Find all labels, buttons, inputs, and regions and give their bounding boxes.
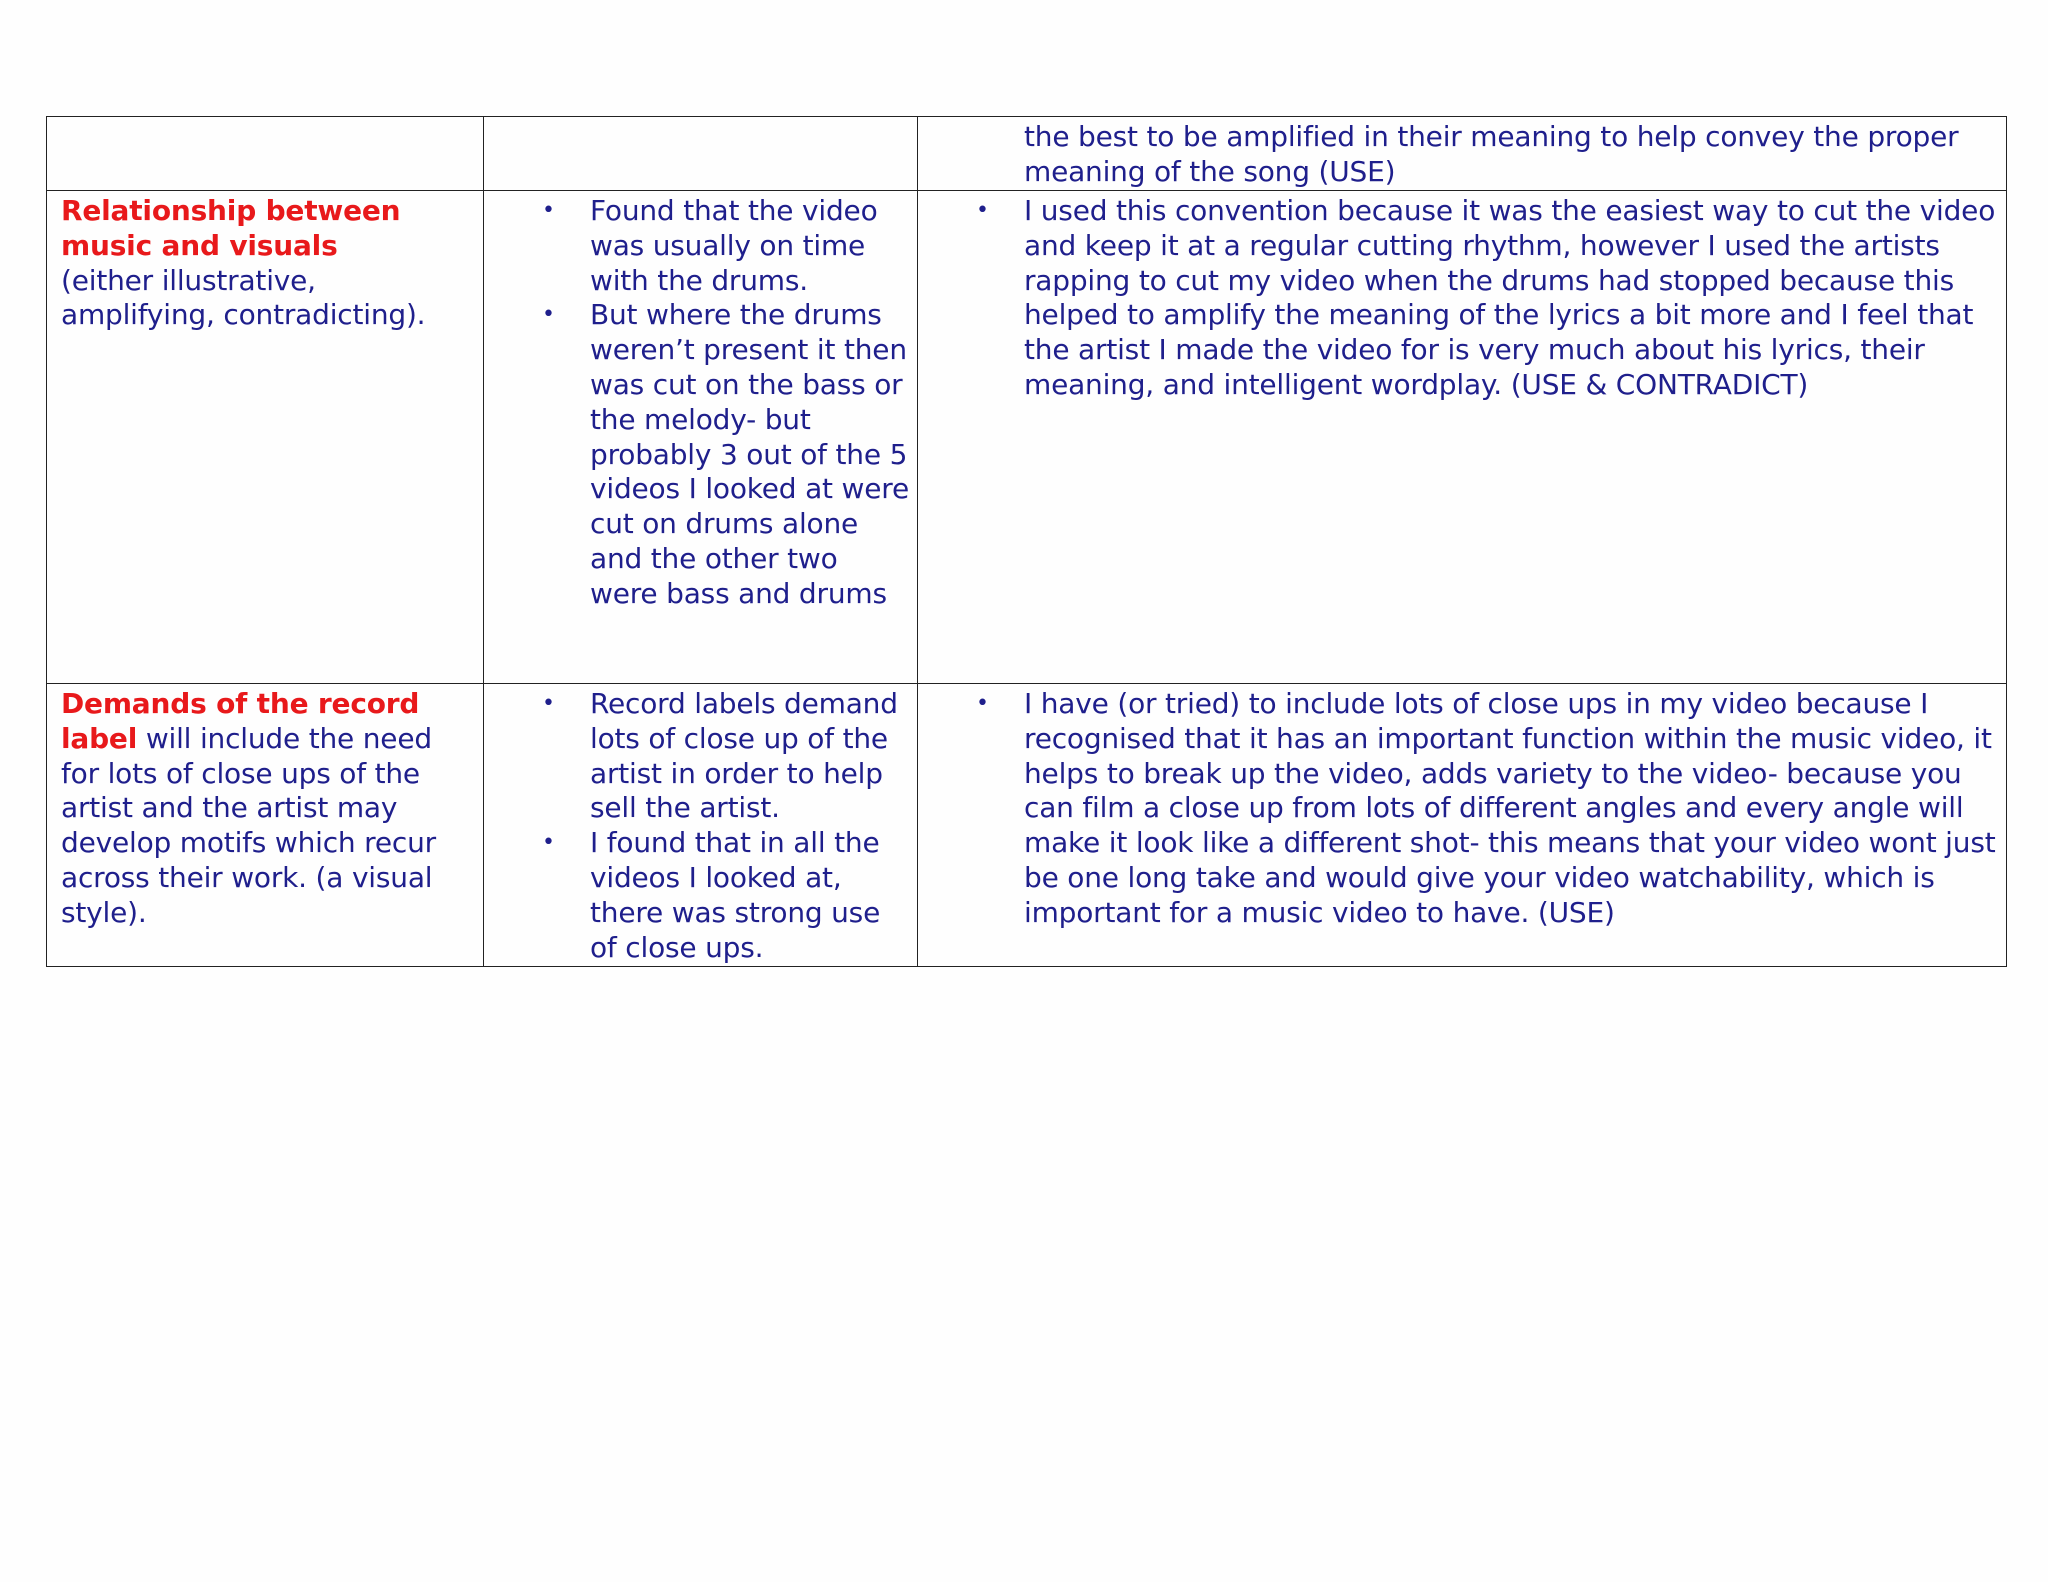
list-item [484, 687, 909, 826]
list-item-text: I have (or tried) to include lots of close ups in my video because I recognised that it has an important function within the music video, it helps to break up the video, adds variety to the video- because you can film a close up from lots of different angles and every angle will make it look like a different shot- this means that your video wont just be one long take and would give your video watchability, which is important for a music video to have. (USE) [1024, 687, 1996, 929]
bullet-icon: • [542, 830, 555, 856]
list-item [918, 194, 1996, 403]
convention-description: (either illustrative, amplifying, contradicting). [61, 263, 426, 332]
convention-cell [47, 684, 484, 967]
list-item-text: Found that the video was usually on time with the drums. [590, 194, 878, 297]
bullet-icon: • [542, 691, 555, 716]
table-row [47, 117, 2007, 191]
table-cell-continued [918, 117, 2007, 191]
usage-bullet-list [918, 687, 1996, 931]
convention-heading: Demands of the record label [61, 687, 420, 755]
convention-heading: Relationship between music and visuals [61, 194, 401, 262]
table-cell-empty [484, 117, 918, 191]
continued-text: the best to be amplified in their meaning to help convey the proper meaning of the song (USE) [1024, 120, 1959, 188]
table-cell-empty [47, 117, 484, 191]
bullet-icon: • [976, 691, 989, 716]
convention-cell [47, 191, 484, 684]
conventions-table [46, 116, 2007, 967]
bullet-icon: • [542, 198, 555, 223]
bullet-icon: • [976, 198, 989, 223]
usage-cell [918, 191, 2007, 684]
research-bullet-list [484, 194, 909, 612]
research-bullet-list [484, 687, 909, 965]
table-row [47, 191, 2007, 684]
list-item [484, 826, 909, 965]
list-item [484, 298, 909, 611]
research-cell [484, 191, 918, 684]
list-item-text: Record labels demand lots of close up of the artist in order to help sell the artist. [590, 687, 898, 825]
list-item [484, 194, 909, 298]
bullet-icon: • [542, 302, 555, 328]
list-item-text: I found that in all the videos I looked at, there was strong use of close ups. [590, 826, 881, 964]
convention-description: will include the need for lots of close ups of the artist and the artist may develop motifs which recur across their work. (a visual style). [61, 721, 436, 929]
usage-bullet-list [918, 194, 1996, 403]
usage-cell [918, 684, 2007, 967]
list-item-text: But where the drums weren’t present it then was cut on the bass or the melody- but probably 3 out of the 5 videos I looked at were cut on drums alone and the other two were bass and drums [590, 298, 909, 610]
list-item-text: I used this convention because it was the easiest way to cut the video and keep it at a regular cutting rhythm, however I used the artists rapping to cut my video when the drums had stopped because this helped to amplify the meaning of the lyrics a bit more and I feel that the artist I made the video for is very much about his lyrics, their meaning, and intelligent wordplay. (USE & CONTRADICT) [1024, 194, 1996, 401]
table-row [47, 684, 2007, 967]
research-cell [484, 684, 918, 967]
list-item [918, 687, 1996, 931]
